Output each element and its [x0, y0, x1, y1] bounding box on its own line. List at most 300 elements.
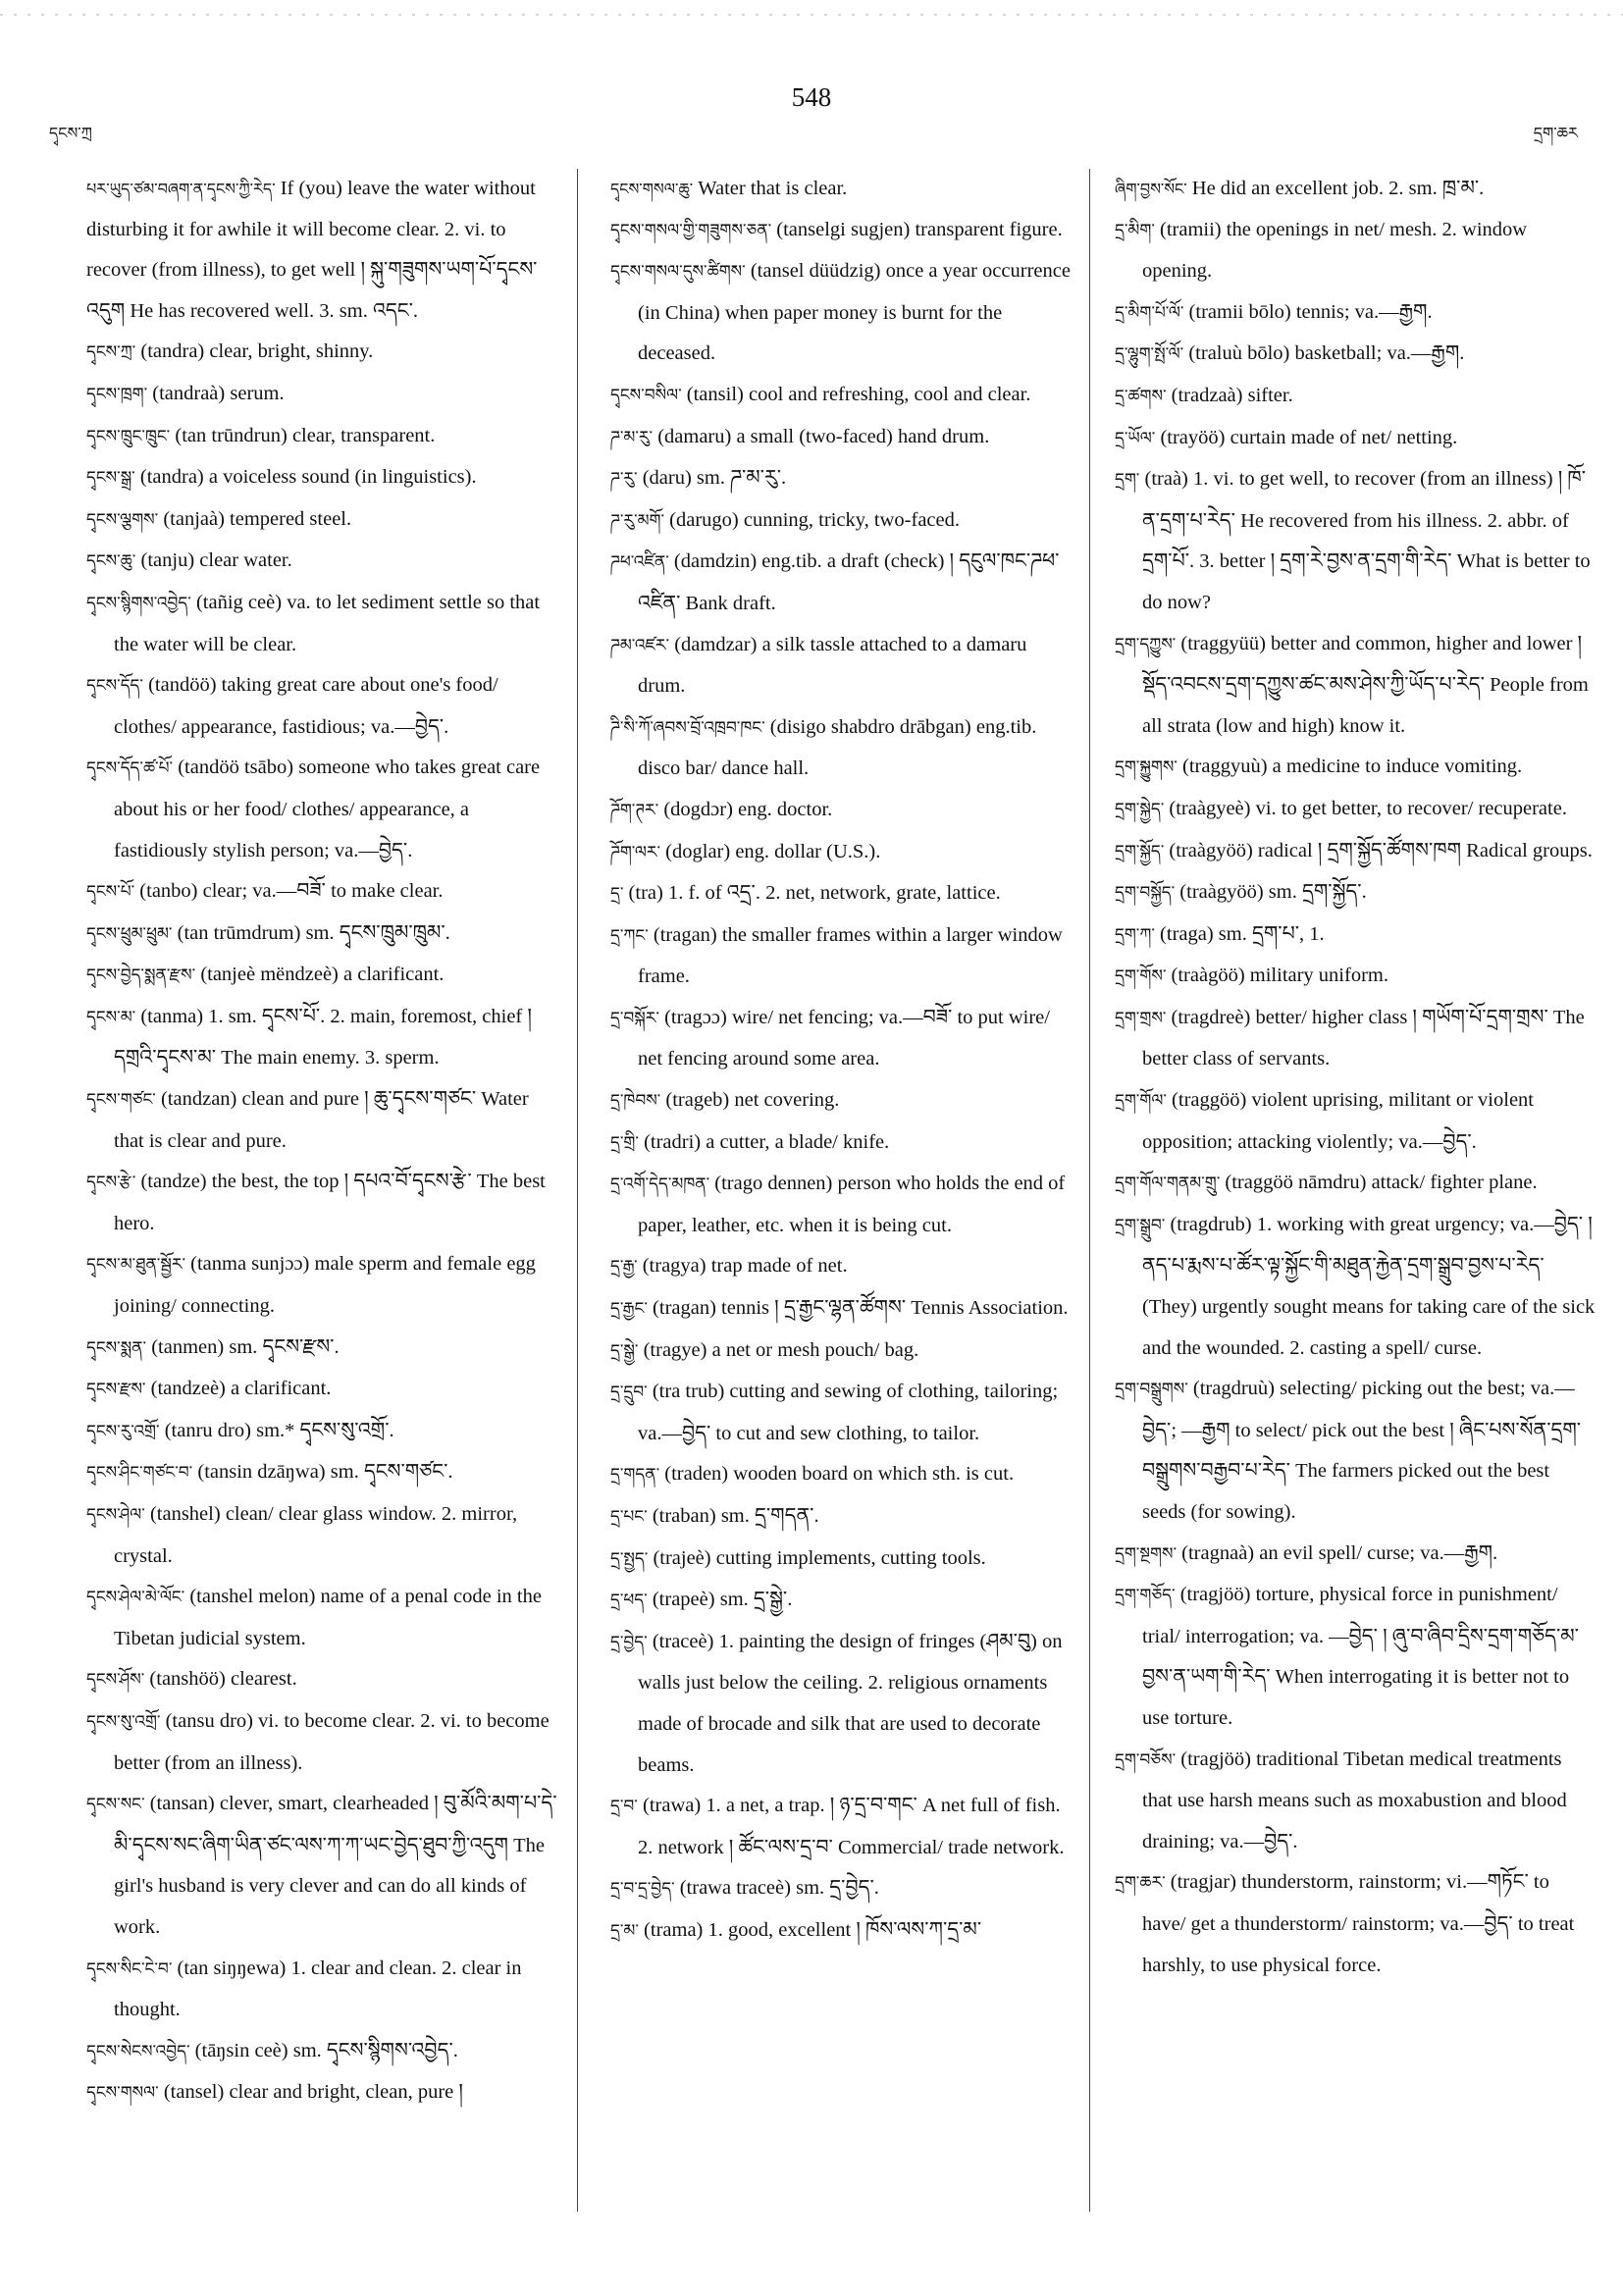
dictionary-entry: [610, 500, 1073, 543]
entry-headword: དྲག་གྲས་: [1115, 1008, 1167, 1028]
entry-definition: eng. doctor.: [732, 798, 833, 820]
entry-romanization: (tragnaà): [1181, 1541, 1255, 1564]
entry-romanization: (tanju): [140, 549, 195, 572]
entry-definition: a clarificant.: [225, 1378, 332, 1400]
entry-romanization: (daru): [642, 467, 692, 490]
entry-definition: 1. good, excellent ། ཁོས་ལས་ཀ་དྲ་མ་: [703, 1918, 982, 1941]
entry-definition: clear and bright, clean, pure །: [224, 2081, 463, 2104]
entry-headword: དྭངས་རྫས་: [86, 1380, 146, 1400]
entry-definition: person who holds the end of paper, leather, etc. when it is being cut.: [638, 1173, 1066, 1236]
entry-headword: དྲག་གོལ་: [1115, 1091, 1167, 1112]
entry-definition: clean and pure ། ཆུ་དྭངས་གཙང་ Water that is clear and pure.: [114, 1088, 529, 1152]
dictionary-entry: [86, 499, 557, 542]
dictionary-entry: [86, 1328, 557, 1370]
entry-tibetan-example: དྭངས་གསལ་ཆུ་: [610, 180, 694, 198]
dictionary-entry: [610, 417, 1073, 459]
entry-headword: དྭངས་ཕྲུམ་ཕྲུམ་: [86, 923, 173, 944]
entry-tibetan-example: པར་ཡུད་ཙམ་བཞག་ན་དྭངས་ཀྱི་རེད་: [86, 180, 276, 198]
entry-headword: ཌོག་ལར་: [610, 842, 661, 862]
entry-romanization: (tandzeè): [150, 1378, 226, 1400]
entry-definition: a medicine to induce vomiting.: [1267, 756, 1523, 778]
entry-headword: དྲག་གཅོད་: [1115, 1586, 1176, 1606]
entry-romanization: (traluù bōlo): [1188, 342, 1290, 365]
entry-definition: transparent figure.: [910, 218, 1063, 240]
entry-definition: a silk tassle attached to a damaru drum.: [638, 633, 1027, 698]
entry-headword: དྲག་ཆར་: [1115, 1873, 1166, 1894]
dictionary-entry: [86, 416, 557, 458]
entry-definition: clear, transparent.: [287, 424, 436, 446]
column-divider: [577, 169, 578, 2212]
entry-definition: serum.: [225, 382, 285, 404]
entry-romanization: (tragjar): [1170, 1871, 1236, 1894]
entry-romanization: (damaru): [657, 425, 732, 447]
entry-romanization: (damdzar): [674, 633, 758, 655]
entry-romanization: (trapeè): [652, 1589, 715, 1611]
entry-headword: དྲག་བསྒྲུགས་: [1115, 1380, 1188, 1400]
dictionary-entry: [610, 542, 1073, 624]
entry-romanization: (traggyuù): [1182, 756, 1268, 778]
entry-headword: དྲ་སྤྱད་: [610, 1548, 649, 1569]
entry-romanization: (tansil): [686, 383, 744, 405]
dictionary-entry: [610, 1454, 1073, 1496]
dictionary-entry: [1115, 376, 1596, 418]
entry-definition: better/ higher class ། གཡོག་པོ་དྲག་གྲས་ The better class of servants.: [1142, 1006, 1585, 1070]
entry-definition: sm. ཌ་མ་རུ་.: [691, 467, 787, 490]
dictionary-entry: [610, 790, 1073, 832]
entry-romanization: (traga): [1160, 922, 1214, 945]
entry-romanization: (traban): [652, 1505, 716, 1527]
dictionary-entry: [610, 998, 1073, 1080]
entry-romanization: (tāŋsin ceè): [194, 2039, 288, 2061]
entry-headword: དྭངས་གསལ་: [86, 2083, 159, 2104]
entry-definition: clever, smart, clearheaded ། བུ་མོའི་མག་པ་དེ་མི་དྭངས་སང་ཞིག་ཡིན་ཙང་ལས་ཀ་ཀ་ཡང་བྱེད་ཐུབ་ཀྱི་འདུག The girl's husband is very clever and can do all kinds of work.: [114, 1793, 557, 1938]
entry-romanization: (tragɔɔ): [664, 1006, 727, 1028]
dictionary-entry: [86, 1577, 557, 1659]
dictionary-entry: [1115, 1534, 1596, 1576]
entry-romanization: (tragye): [643, 1338, 707, 1361]
entry-definition: someone who takes great care about his or her food/ clothes/ appearance, a fastidiously stylish person; va.—བྱེད་.: [114, 757, 541, 861]
entry-headword: དྭངས་སེངས་འབྱེད་: [86, 2041, 190, 2061]
dictionary-entry: [610, 1539, 1073, 1581]
entry-definition: sm. དྲ་གདན་.: [715, 1505, 819, 1527]
dictionary-entry: [86, 1701, 557, 1784]
entry-headword: དྭངས་སྨན་: [86, 1337, 147, 1358]
entry-definition: clearest.: [225, 1668, 297, 1691]
entry-romanization: (tansan): [149, 1793, 215, 1815]
dictionary-entry: [610, 1868, 1073, 1910]
dictionary-entry: [1115, 1205, 1596, 1369]
entry-headword: དྲ་གྲི་: [610, 1132, 639, 1153]
entry-romanization: (tragan): [653, 1297, 716, 1320]
dictionary-entry: [86, 1411, 557, 1453]
entry-romanization: (traàgöö): [1171, 965, 1245, 987]
entry-headword: དྭངས་ཁྲག་: [86, 384, 148, 404]
dictionary-entry: [86, 1949, 557, 2031]
column-divider: [1089, 169, 1090, 2212]
entry-definition: He did an excellent job. 2. sm. ཁྲ་མ་.: [1186, 178, 1485, 199]
entry-continuation: [86, 169, 557, 332]
dictionary-entry: [1115, 624, 1596, 748]
dictionary-entry: [86, 332, 557, 374]
entry-headword: དྭངས་སྙིགས་འབྱེད་: [86, 593, 191, 613]
entry-definition: tennis; va.—རྒྱག.: [1290, 300, 1433, 323]
entry-romanization: (tanjeè mëndzeè): [200, 964, 339, 986]
entry-tibetan-example: ཞིག་བྱས་སོང་: [1115, 180, 1187, 198]
entry-romanization: (tanshöö): [149, 1668, 226, 1691]
entry-headword: དྭངས་ཤེལ་: [86, 1505, 145, 1525]
entry-definition: clear water.: [194, 549, 292, 572]
entry-headword: དྲག་སྔགས་: [1115, 1543, 1178, 1564]
entry-definition: clean/ clear glass window. 2. mirror, crystal.: [114, 1503, 518, 1567]
entry-headword: དྲ་བསྐོར་: [610, 1008, 659, 1028]
entry-romanization: (tandra): [139, 466, 204, 489]
entry-definition: 1. f. of འདྲ་. 2. net, network, grate, lattice.: [662, 882, 1001, 905]
entry-headword: དྲ་བྱེད་: [610, 1632, 648, 1652]
entry-romanization: (trayöö): [1160, 426, 1226, 448]
dictionary-entry: [1115, 418, 1596, 460]
entry-romanization: (trajeè): [653, 1546, 711, 1569]
entry-headword: དྭངས་བསིལ་: [610, 385, 682, 405]
dictionary-entry: [86, 1494, 557, 1577]
entry-headword: དྲ་ཡོལ་: [1115, 428, 1156, 448]
dictionary-entry: [1115, 956, 1596, 998]
entry-headword: དྭངས་ཁྲུང་ཁྲུང་: [86, 426, 171, 446]
entry-headword: དྭངས་ཤོས་: [86, 1670, 145, 1691]
entry-definition: the best, the top ། དཔའ་བོ་དྭངས་རྩེ་ The best hero.: [114, 1171, 546, 1234]
entry-headword: དྭངས་གསལ་དུས་ཚིགས་: [610, 262, 746, 283]
dictionary-entry: [610, 1164, 1073, 1246]
entry-definition: eng. dollar (U.S.).: [730, 840, 881, 862]
dictionary-entry: [1115, 1080, 1596, 1163]
entry-headword: དྭངས་སིང་ངེ་བ་: [86, 1958, 173, 1979]
entry-romanization: (tragan): [653, 923, 717, 946]
entry-romanization: (darugo): [669, 508, 739, 531]
entry-romanization: (traàgyeè): [1169, 797, 1251, 819]
entry-romanization: (damdzin): [673, 550, 758, 573]
dictionary-entry: [610, 1496, 1073, 1539]
entry-definition: 1. working with great urgency; va.—བྱེད་ ། ནད་པ་རྨས་པ་ཚོར་ལྟ་སྐྱོང་གི་མཐུན་རྐྱེན་དྲག་སྒྲུབ་བྱས་པ་རེད་ (They) urgently sought means for taking care of the sick and the wounded. 2. casting a spell/ curse.: [1142, 1213, 1596, 1359]
entry-definition: tempered steel.: [224, 507, 352, 530]
dictionary-entry: [610, 210, 1073, 252]
entry-headword: དྲག་སྐྱོད་: [1115, 841, 1165, 861]
entry-romanization: (traceè): [652, 1630, 714, 1652]
dictionary-entry: [86, 374, 557, 416]
dictionary-entry: [86, 913, 557, 956]
entry-definition: va. to let sediment settle so that the water will be clear.: [114, 591, 541, 655]
entry-headword: དྭངས་ལྕགས་: [86, 509, 159, 530]
entry-headword: ཌི་སི་ཀོ་ཞབས་བྲོ་འཁྲབ་ཁང་: [610, 717, 765, 738]
entry-headword: དྲག་སྐྱེད་: [1115, 799, 1165, 819]
dictionary-entry: [610, 1372, 1073, 1454]
entry-headword: ཌ་མ་རུ་: [610, 427, 654, 447]
entry-headword: ཌཕ་འཛིན་: [610, 552, 669, 573]
dictionary-entry: [1115, 1369, 1596, 1533]
entry-romanization: (tra trub): [652, 1381, 725, 1403]
entry-romanization: (tanjaà): [163, 507, 225, 530]
entry-continuation: [1115, 169, 1596, 210]
entry-romanization: (tra): [628, 882, 663, 905]
entry-romanization: (tansel düüdzig): [750, 260, 881, 283]
entry-definition: 1. vi. to get well, to recover (from an illness) ། ཁོ་ན་དྲག་པ་རེད་ He recovered from his illness. 2. abbr. of དྲག་པོ་. 3. better ། དྲག་རེ་བྱས་ན་དྲག་གི་རེད་ What is better to do now?: [1142, 468, 1591, 613]
entry-definition: the openings in net/ mesh. 2. window opening.: [1142, 218, 1528, 283]
dictionary-entry: [86, 1079, 557, 1162]
entry-definition: selecting/ picking out the best; va.—བྱེད་; —རྒྱག to select/ pick out the best ། ཞིང་པས་སོན་དྲག་བསྒྲུགས་བརྒྱབ་པ་རེད་ The farmers picked out the best seeds (for sowing).: [1142, 1378, 1582, 1523]
entry-definition: a cutter, a blade/ knife.: [701, 1130, 890, 1153]
entry-definition: male sperm and female egg joining/ connecting.: [114, 1253, 536, 1318]
entry-romanization: (traggöö): [1172, 1089, 1247, 1112]
entry-headword: དྲ་: [610, 884, 624, 905]
entry-romanization: (tañig ceè): [195, 591, 283, 613]
dictionary-entry: [610, 1786, 1073, 1868]
entry-headword: དྲ་ཁེབས་: [610, 1091, 661, 1112]
entry-romanization: (tanma sunjɔɔ): [190, 1253, 310, 1276]
entry-romanization: (traggyüü): [1180, 632, 1266, 654]
entry-headword: དྲ་བ་དྲ་བྱེད་: [610, 1879, 675, 1900]
entry-headword: དྭངས་ཀྲ་: [86, 342, 136, 363]
dictionary-entry: [1115, 914, 1596, 957]
entry-romanization: (tanmen): [151, 1335, 225, 1358]
entry-definition: vi. to get better, to recover/ recuperate.: [1250, 797, 1567, 819]
entry-romanization: (traden): [664, 1463, 729, 1486]
dictionary-entry: [610, 1288, 1073, 1331]
entry-definition: If (you) leave the water without disturbing it for awhile it will become clear. 2. vi. to recover (from illness), to get well ། སྐུ་གཟུགས་ཡག་པོ་དྭངས་འདུག He has recovered well. 3. sm. འདང་.: [86, 178, 538, 322]
entry-headword: དྭངས་སྒྲ་: [86, 468, 135, 489]
entry-definition: sifter.: [1242, 384, 1293, 406]
entry-romanization: (traggöö nāmdru): [1225, 1172, 1367, 1194]
dictionary-entry: [610, 251, 1073, 375]
entry-definition: thunderstorm, rainstorm; vi.—གཏོང་ to have/ get a thunderstorm/ rainstorm; va.—བྱེད་ to treat harshly, to use physical force.: [1142, 1871, 1575, 1976]
dictionary-entry: [610, 1622, 1073, 1786]
dictionary-entry: [1115, 872, 1596, 914]
entry-romanization: (tragdrub): [1170, 1213, 1252, 1235]
entry-headword: དྲག་གོས་: [1115, 966, 1167, 987]
entry-headword: དྲག་སྒྲུབ་: [1115, 1215, 1166, 1235]
entry-definition: cunning, tricky, two-faced.: [738, 508, 960, 531]
entry-definition: eng.tib. disco bar/ dance hall.: [638, 715, 1037, 780]
entry-definition: cutting and sewing of clothing, tailoring; va.—བྱེད་ to cut and sew clothing, to tailor.: [638, 1381, 1059, 1444]
entry-headword: དྲ་སྒྱེ་: [610, 1340, 639, 1361]
dictionary-entry: [610, 1246, 1073, 1288]
entry-definition: trap made of net.: [706, 1255, 848, 1278]
dictionary-entry: [86, 1162, 557, 1244]
entry-definition: vi. to become clear. 2. vi. to become better (from an illness).: [114, 1709, 550, 1774]
entry-definition: 1. clear and clean. 2. clear in thought.: [114, 1957, 522, 2021]
entry-romanization: (trawa traceè): [679, 1877, 791, 1900]
entry-romanization: (tandöö): [148, 674, 217, 697]
entry-definition: wire/ net fencing; va.—བཟོ་ to put wire/ net fencing around some area.: [638, 1006, 1050, 1070]
entry-romanization: (tan trūmdrum): [177, 921, 301, 944]
entry-romanization: (tanshel melon): [189, 1586, 316, 1608]
entry-romanization: (tandraà): [152, 382, 226, 404]
dictionary-entry: [1115, 1740, 1596, 1863]
dictionary-entry: [610, 1122, 1073, 1165]
entry-headword: དྭངས་བྱེད་སྨན་རྫས་: [86, 965, 196, 986]
entry-definition: 1. painting the design of fringes (ཤམ་བུ) on walls just below the ceiling. 2. religious ornaments made of brocade and silk that are used to decorate beams.: [638, 1630, 1063, 1776]
running-head-left: དྭངས་ཀྲ: [49, 124, 92, 142]
entry-definition: sm. དྭངས་ཁྲུམ་ཁྲུམ་.: [300, 921, 450, 944]
entry-romanization: (doglar): [665, 840, 731, 862]
entry-definition: a voiceless sound (in linguistics).: [203, 466, 477, 489]
dictionary-entry: [610, 915, 1073, 998]
entry-definition: sm. དྭངས་རྫས་.: [224, 1335, 340, 1358]
entry-romanization: (tramii bōlo): [1188, 300, 1291, 323]
entry-definition: eng.tib. a draft (check) ། དངུལ་ཁང་ཌཕ་འཛིན་ Bank draft.: [638, 550, 1060, 614]
dictionary-entry: [610, 1080, 1073, 1122]
entry-headword: དྲ་རྒྱ་: [610, 1257, 638, 1278]
entry-definition: an evil spell/ curse; va.—རྒྱག.: [1254, 1541, 1498, 1564]
entry-headword: དྲག་གོལ་གནམ་གྲུ་: [1115, 1174, 1221, 1194]
entry-headword: དྲག་ཀ་: [1115, 924, 1155, 945]
dictionary-entry: [610, 1910, 1073, 1953]
dictionary-entry: [86, 665, 557, 748]
entry-romanization: (trama): [644, 1918, 704, 1941]
dictionary-entry: [610, 873, 1073, 915]
entry-headword: ཌོག་ཊར་: [610, 800, 659, 820]
entry-romanization: (tanselgi sugjen): [776, 218, 911, 240]
dictionary-entry: [86, 457, 557, 499]
entry-headword: དྲ་གདན་: [610, 1465, 660, 1486]
entry-romanization: (trago dennen): [714, 1173, 833, 1195]
entry-headword: དྲ་དྲུབ་: [610, 1383, 648, 1403]
entry-definition: military uniform.: [1244, 965, 1388, 987]
entry-headword: དྲ་ཚགས་: [1115, 386, 1167, 406]
dictionary-entry: [86, 583, 557, 665]
entry-headword: དྭངས་དོད་: [86, 676, 143, 697]
entry-definition: 1. a net, a trap. ། ཉ་དྲ་བ་གང་ A net full of fish. 2. network ། ཚོང་ལས་དྲ་བ་ Commercial/ trade network.: [638, 1795, 1065, 1858]
entry-definition: the smaller frames within a larger window frame.: [638, 923, 1063, 988]
entry-definition: sm. དྭངས་སྙིགས་འབྱེད་.: [288, 2039, 458, 2061]
entry-romanization: (tansin dzāŋwa): [197, 1461, 326, 1484]
entry-headword: དྲ་རྒྱང་: [610, 1299, 648, 1320]
entry-romanization: (tansu dro): [165, 1709, 253, 1732]
entry-romanization: (tradzaà): [1171, 384, 1243, 406]
entry-headword: དྭངས་གཙང་: [86, 1090, 156, 1111]
entry-headword: དྭངས་གསལ་གྱི་གཟུགས་ཅན་: [610, 220, 772, 240]
dictionary-entry: [1115, 210, 1596, 292]
dictionary-entry: [86, 541, 557, 583]
dictionary-entry: [86, 748, 557, 871]
entry-romanization: (dogdɔr): [663, 798, 733, 820]
entry-headword: དྲ་མིག་པོ་ལོ་: [1115, 302, 1184, 323]
entry-definition: tennis ། དྲ་རྒྱང་ལྷན་ཚོགས་ Tennis Association.: [715, 1297, 1069, 1320]
dictionary-entry: [86, 1452, 557, 1494]
running-head-right: དྲག་ཆར: [1533, 124, 1578, 142]
dictionary-entry: [1115, 1163, 1596, 1205]
page-number: 548: [791, 82, 832, 112]
dictionary-entry: [86, 997, 557, 1079]
entry-definition: taking great care about one's food/ clothes/ appearance, fastidious; va.—བྱེད་.: [114, 674, 498, 738]
entry-romanization: (traàgyöö): [1169, 839, 1253, 861]
column-right: [1115, 169, 1596, 1986]
entry-headword: དྭངས་ཤིང་གཙང་བ་: [86, 1463, 193, 1484]
entry-romanization: (tanru dro): [164, 1419, 251, 1441]
entry-definition: name of a penal code in the Tibetan judicial system.: [114, 1586, 542, 1649]
entry-definition: once a year occurrence (in China) when paper money is burnt for the deceased.: [638, 260, 1071, 365]
entry-definition: sm. དྲ་སྒྱེ་.: [714, 1589, 793, 1611]
entry-definition: attack/ fighter plane.: [1366, 1172, 1538, 1194]
scan-edge-dots: [0, 14, 1623, 16]
entry-headword: དྲ་པང་: [610, 1507, 648, 1527]
entry-definition: a net or mesh pouch/ bag.: [707, 1338, 919, 1361]
entry-headword: དྲག་དཀྱུས་: [1115, 634, 1177, 654]
column-middle: [610, 169, 1073, 1953]
entry-definition: basketball; va.—རྒྱག.: [1289, 342, 1465, 365]
entry-romanization: (tandzan): [160, 1088, 237, 1111]
entry-romanization: (tanshel): [149, 1503, 221, 1525]
dictionary-entry: [610, 375, 1073, 417]
dictionary-entry: [1115, 998, 1596, 1080]
entry-romanization: (tandze): [140, 1171, 207, 1193]
dictionary-entry: [1115, 1862, 1596, 1986]
entry-definition: net covering.: [729, 1089, 840, 1112]
entry-romanization: (disigo shabdro drābgan): [769, 715, 971, 738]
entry-headword: དྭངས་མ་: [86, 1007, 136, 1027]
entry-headword: དྲག་སྐྱུགས་: [1115, 757, 1178, 778]
entry-romanization: (tragjöö): [1179, 1584, 1251, 1606]
dictionary-entry: [86, 955, 557, 997]
entry-romanization: (traàgyöö): [1179, 881, 1264, 904]
dictionary-entry: [1115, 789, 1596, 831]
entry-definition: 1. sm. དྭངས་པོ་. 2. main, foremost, chief ། དགྲའི་དྭངས་མ་ The main enemy. 3. sperm.: [114, 1005, 532, 1070]
entry-definition: sm.* དྭངས་སུ་འགྲོ་.: [250, 1419, 394, 1441]
dictionary-entry: [86, 2031, 557, 2073]
entry-headword: དྲག་: [1115, 470, 1140, 491]
entry-headword: དྭངས་ཤེལ་མེ་ལོང་: [86, 1588, 185, 1608]
entry-definition: better and common, higher and lower ། སྡོད་འབངས་དྲག་དཀྱུས་ཚང་མས་ཤེས་ཀྱི་ཡོད་པ་རེད་ People from all strata (low and high) know it.: [1142, 632, 1589, 737]
entry-definition: sm. དྲག་སྐྱོད་.: [1263, 881, 1367, 904]
dictionary-entry: [610, 1331, 1073, 1373]
entry-headword: དྭངས་པོ་: [86, 882, 135, 903]
entry-romanization: (tragya): [642, 1255, 707, 1278]
dictionary-entry: [1115, 747, 1596, 789]
entry-definition: sm. དྲ་བྱེད་.: [790, 1877, 879, 1900]
entry-headword: དྭངས་སང་: [86, 1795, 145, 1815]
entry-romanization: (tanma): [140, 1005, 204, 1027]
entry-romanization: (tragdreè): [1171, 1006, 1251, 1028]
entry-definition: clear; va.—བཟོ་ to make clear.: [197, 880, 444, 903]
entry-headword: དྭངས་མ་ཐུན་སྦྱོར་: [86, 1255, 186, 1276]
entry-headword: ཌ་རུ་: [610, 469, 638, 490]
dictionary-entry: [1115, 1575, 1596, 1739]
column-left: [86, 169, 557, 2114]
entry-headword: དྲག་བཅོས་: [1115, 1749, 1177, 1770]
dictionary-entry: [86, 1244, 557, 1327]
entry-definition: sm. དྲག་པ་, 1.: [1213, 922, 1325, 945]
dictionary-entry: [610, 1580, 1073, 1622]
entry-romanization: (tramii): [1160, 218, 1222, 240]
dictionary-entry: [86, 1659, 557, 1701]
dictionary-entry: [1115, 334, 1596, 376]
entry-headword: ཌམ་འཛར་: [610, 635, 670, 655]
entry-romanization: (tan trūndrun): [175, 424, 288, 446]
entry-headword: དྲ་ལྷུག་སྤོ་ལོ་: [1115, 344, 1184, 365]
entry-definition: wooden board on which sth. is cut.: [728, 1463, 1015, 1486]
entry-romanization: (tragjöö): [1180, 1748, 1251, 1770]
dictionary-entry: [610, 458, 1073, 500]
entry-headword: དྭངས་དོད་ཚ་པོ་: [86, 758, 174, 779]
entry-definition: a clarificant.: [338, 964, 445, 986]
entry-headword: དྭངས་རུ་འགྲོ་: [86, 1421, 160, 1441]
dictionary-entry: [1115, 459, 1596, 623]
entry-romanization: (traà): [1144, 468, 1188, 491]
entry-definition: sm. དྭངས་གཙང་.: [325, 1461, 453, 1484]
dictionary-entry: [86, 1784, 557, 1948]
entry-romanization: (tansel): [163, 2081, 225, 2104]
entry-definition: violent uprising, militant or violent opposition; attacking violently; va.—བྱེད་.: [1142, 1089, 1534, 1153]
entry-definition: cool and refreshing, cool and clear.: [743, 383, 1031, 405]
entry-definition: curtain made of net/ netting.: [1225, 426, 1458, 448]
entry-romanization: (trawa): [643, 1795, 702, 1817]
